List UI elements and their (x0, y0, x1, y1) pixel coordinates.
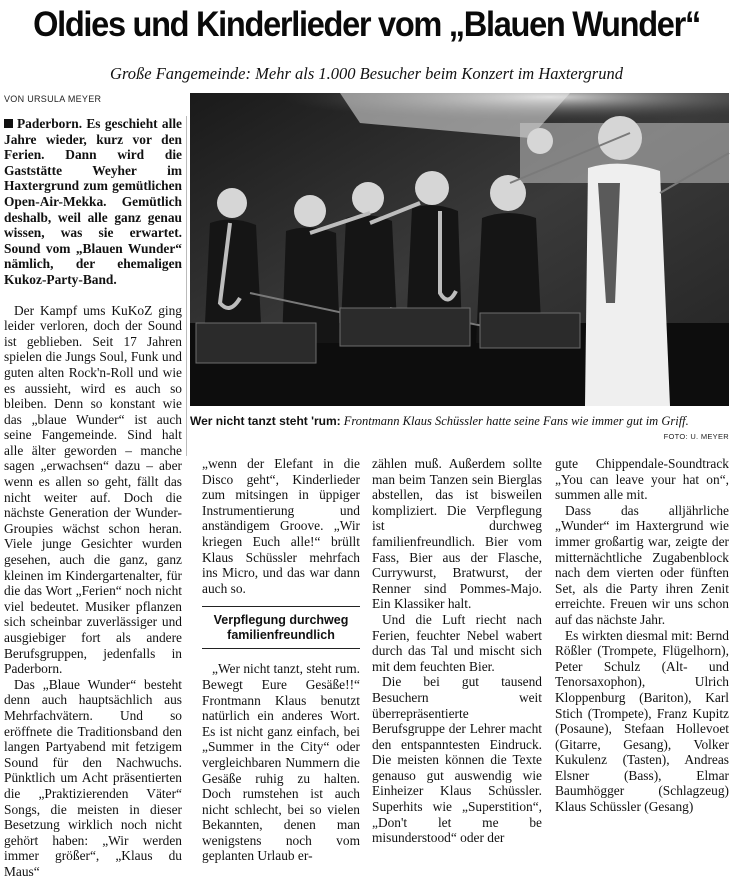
body-paragraph: zählen muß. Außerdem sollte man beim Tanzen sein Bierglas abstellen, das ist bisweilen kompliziert. Die Verpflegung ist durchweg familienfreundlich. Bier vom Fass, Bier aus der Flasche, Currywurst, Bratwurst, der Renner sind Pommes-Majo. Ein Klassiker halt. (372, 456, 542, 612)
column-1 (4, 116, 182, 879)
body-paragraph: Und die Luft riecht nach Ferien, feuchter Nebel wabert durch das Tal und mischt sich mit dem feuchten Bier. (372, 611, 542, 674)
credits-paragraph: Es wirkten diesmal mit: Bernd Rößler (Trompete, Flügelhorn), Peter Schulz (Alt- und Tenorsaxophon), Ulrich Kloppenburg (Bariton), Karl Stich (Trompete), Franz Kupitz (Posaune), Stefaan Hollevoet (Gitarre, Gesang), Volker Kukulenz (Tasten), Andreas Elsner (Bass), Elmar Baumhögger (Schlagzeug) Klaus Schüssler (Gesang) (555, 627, 729, 815)
body-paragraph: Das „Blaue Wunder“ besteht denn auch hauptsächlich aus Mehrfachvätern. Und so eröffnete die Traditionsband den langen Partyabend mit fetzigem Sound für den Nachwuchs. Pünktlich um Acht präsentierten die „Praktizierenden Väter“ Songs, die meisten in dieser Besetzung wirklich noch nicht gehört haben: „Wir werden immer größer“, „Klaus du Maus“ (4, 676, 182, 879)
photo-credit: FOTO: U. MEYER (663, 432, 729, 441)
band-photo (190, 93, 729, 406)
byline: VON URSULA MEYER (4, 94, 102, 104)
bullet-square-icon (4, 119, 13, 128)
headline: Oldies und Kinderlieder vom „Blauen Wunder“ (33, 5, 700, 44)
body-paragraph: „wenn der Elefant in die Disco geht“, Kinderlieder zum mitsingen in üppiger Instrumentierung und anständigem Groove. „Wir kriegen Euch alle!“ brüllt Klaus Schüssler mehrfach ins Micro, und das war dann auch so. (202, 456, 360, 596)
body-paragraph: „Wer nicht tanzt, steht rum. Bewegt Eure Gesäße!!“ Frontmann Klaus benutzt natürlich ein anderes Wort. Es ist nicht ganz einfach, bei „Summer in the City“ oder vergleichbaren Nummern die Gesäße ruhig zu halten. Doch rumstehen ist auch nicht schlecht, bei so vielen Bekannten, denen man wenigstens noch vom geplanten Urlaub er- (202, 661, 360, 864)
photo-caption-text: Frontmann Klaus Schüssler hatte seine Fans wie immer gut im Griff. (343, 414, 689, 428)
body-paragraph: gute Chippendale-Soundtrack „You can leave your hat on“, summen alle mit. (555, 456, 729, 503)
section-subtitle: Verpflegung durchweg familienfreundlich (202, 606, 360, 649)
column-4 (555, 456, 729, 815)
body-paragraph: Der Kampf ums KuKoZ ging leider verloren, doch der Sound ist geblieben. Seit 17 Jahren spielen die Jungs Soul, Funk und guten alten Rock'n-Roll und wie es aussieht, wird es auch so bleiben. Denn so konstant wie das „blaue Wunder“ ist auch seine Fangemeinde. Sind halt alle älter geworden – manche sagen „erwachsen“ dazu – aber wenn es allen so geht, fällt das nicht weiter auf. Doch die nächste Generation der Wunder-Groupies wächst schon heran. Viele junge Gesichter wurden gesehen, auch die ganz, ganz kleinen im Kindergartenalter, für die das Wort „Ferien“ noch nicht viel bedeutet. Musiker pflanzen sich scheinbar zuverlässiger und ausgiebiger fort als andere Berufsgruppen, jedenfalls in Paderborn. (4, 302, 182, 677)
body-paragraph: Die bei gut tausend Besuchern weit überrepräsentierte Berufsgruppe der Lehrer macht den entspanntesten Eindruck. Die meisten können die Texte genauso gut auswendig wie Einheizer Klaus Schüssler. Superhits wie „Superstition“, „Don't let me be misunderstood“ oder der (372, 674, 542, 846)
subheadline: Große Fangemeinde: Mehr als 1.000 Besucher beim Konzert im Haxtergrund (110, 64, 623, 83)
column-2 (202, 456, 360, 864)
band-photo-image (190, 93, 729, 406)
body-paragraph: Dass das alljährliche „Wunder“ im Haxtergrund wie immer großartig war, zeigte der mitternächtliche Zugabenblock nach dem vierten oder fünften Set, als die Party ihren Zenit erreichte. Freuen wir uns schon auf das nächste Jahr. (555, 502, 729, 627)
column-divider (186, 116, 187, 456)
column-3 (372, 456, 542, 846)
lead-text: Paderborn. Es geschieht alle Jahre wieder, kurz vor den Ferien. Dann wird die Gaststätte Weyher im Haxtergrund zum gemütlichen Open-Air-Mekka. Gemütlich deshalb, weil alle ganz genau wissen, was sie erwartet. Sound vom „Blauen Wunder“ nämlich, der ehemaligen Kukoz-Party-Band. (4, 116, 182, 287)
lead-paragraph (4, 116, 182, 288)
photo-caption-bold: Wer nicht tanzt steht 'rum: (190, 414, 341, 428)
photo-caption (190, 412, 729, 430)
